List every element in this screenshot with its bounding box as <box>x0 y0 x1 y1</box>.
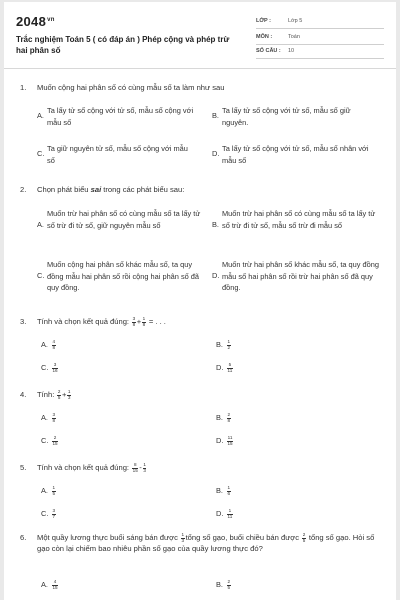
header-divider <box>4 68 396 69</box>
denominator: 5 <box>227 584 231 590</box>
denominator: 3 <box>143 467 146 473</box>
question-number: 3. <box>20 317 27 326</box>
numerator: 4 <box>53 578 57 584</box>
option-letter: A. <box>37 220 44 229</box>
option-text: Muốn trừ hai phân số có cùng mẫu số ta lấy tử số trừ đi tử số, giữ nguyên mẫu số <box>47 209 201 230</box>
option-letter: A. <box>41 486 48 495</box>
numerator: 3 <box>53 361 57 367</box>
denominator: 8 <box>142 321 146 327</box>
option-text: Muốn trừ hai phân số có cùng mẫu số ta lấy tử số trừ đi tử số, mẫu số trừ đi mẫu số <box>222 209 376 230</box>
numerator: 2 <box>53 434 57 440</box>
numerator: 3 <box>52 507 56 513</box>
meta-label: LỚP : <box>256 18 271 24</box>
numerator: 1 <box>227 484 231 490</box>
numerator: 1 <box>67 388 71 394</box>
denominator: 16 <box>52 367 58 373</box>
option-letter: D. <box>216 436 224 445</box>
denominator: 5 <box>302 537 306 543</box>
fraction <box>132 317 136 328</box>
question-text-part: Một quầy lương thực buổi sáng bán được <box>37 533 180 542</box>
option-letter: C. <box>41 436 49 445</box>
fraction <box>227 580 231 591</box>
meta-label: MÔN : <box>256 34 273 40</box>
question-number: 6. <box>20 533 27 542</box>
option-letter: B. <box>216 340 223 349</box>
question-text <box>37 316 387 327</box>
meta-value: Lớp 5 <box>288 18 303 24</box>
option-letter: A. <box>41 413 48 422</box>
numerator: 2 <box>227 411 231 417</box>
fraction <box>52 486 56 497</box>
numerator: 1 <box>143 461 146 467</box>
option-letter: B. <box>216 580 223 589</box>
denominator: 15 <box>132 467 138 473</box>
numerator: 2 <box>57 388 61 394</box>
denominator: 8 <box>52 344 56 350</box>
option-letter: A. <box>41 340 48 349</box>
question-text <box>37 462 387 473</box>
fraction <box>227 340 231 351</box>
question-text <box>37 184 387 195</box>
meta-value: Toán <box>288 34 300 40</box>
worksheet-page <box>4 2 396 600</box>
denominator: 3 <box>181 537 185 543</box>
option-text: Ta lấy tử số cộng với tử số, mẫu số giữ nguyên. <box>222 106 351 127</box>
numerator: 4 <box>52 338 56 344</box>
option-text: Ta lấy tử số cộng với tử số, mẫu số nhân với mẫu số <box>222 144 369 165</box>
fraction <box>52 413 56 424</box>
option-letter: B. <box>216 413 223 422</box>
numerator: 1 <box>142 315 146 321</box>
brand-suffix: vn <box>47 16 55 23</box>
denominator: 8 <box>52 417 56 423</box>
option-text: Muốn cộng hai phân số khác mẫu số, ta quy đồng mẫu hai phân số rồi cộng hai phân số đã quy đồng. <box>47 260 200 292</box>
option-letter: C. <box>41 363 49 372</box>
fraction <box>52 580 58 591</box>
emphasized-word: sai <box>90 185 102 194</box>
meta-label: SỐ CÂU : <box>256 48 281 54</box>
question-number: 2. <box>20 185 27 194</box>
fraction <box>52 340 56 351</box>
numerator: 3 <box>132 315 136 321</box>
denominator: 15 <box>52 584 58 590</box>
denominator: 8 <box>132 321 136 327</box>
question-text <box>37 389 387 400</box>
denominator: 11 <box>227 513 233 519</box>
option-letter: C. <box>37 149 45 158</box>
numerator: 3 <box>52 411 56 417</box>
denominator: 15 <box>227 440 233 446</box>
plus-sign: + <box>136 317 142 326</box>
numerator: 1 <box>227 338 231 344</box>
option-letter: A. <box>37 111 44 120</box>
meta-value: 10 <box>288 48 295 54</box>
denominator: 15 <box>52 440 58 446</box>
denominator: 3 <box>67 394 71 400</box>
fraction <box>142 317 146 328</box>
option-letter: A. <box>41 580 48 589</box>
brand-name: 2048 <box>16 14 47 29</box>
option-letter: B. <box>216 486 223 495</box>
question-text-part: trong các phát biểu sau: <box>101 185 185 194</box>
option-letter: D. <box>212 271 220 280</box>
question-text-part: Tính và chọn kết quả đúng: <box>37 463 132 472</box>
denominator: 11 <box>227 367 233 373</box>
question-text-part: tổng số gạo. Hỏi số gạo còn lại chiếm bao nhiêu phần số gạo của quầy lương thực đó? <box>37 533 375 554</box>
question-text-part: Tính: <box>37 390 57 399</box>
fraction <box>57 390 61 401</box>
fraction <box>227 436 233 447</box>
question-text-part: Tính và chọn kết quả đúng: <box>37 317 132 326</box>
question-number: 4. <box>20 390 27 399</box>
option-letter: D. <box>216 509 224 518</box>
fraction <box>302 533 306 544</box>
minus-sign: - <box>139 463 142 472</box>
numerator: 1 <box>52 484 56 490</box>
numerator: 1 <box>228 507 232 513</box>
fraction <box>52 363 58 374</box>
numerator: 2 <box>302 531 306 537</box>
meta-grade <box>256 16 384 29</box>
question-text-part: Chọn phát biểu <box>37 185 91 194</box>
question-text <box>37 532 387 554</box>
question-text-part: = . . . <box>146 317 166 326</box>
meta-question-count <box>256 46 384 59</box>
question-text: Muốn cộng hai phân số có cùng mẫu số ta làm như sau <box>37 83 225 92</box>
fraction <box>227 363 233 374</box>
brand-logo <box>16 14 55 29</box>
question-text-part: tổng số gạo, buổi chiều bán được <box>185 533 302 542</box>
numerator: 2 <box>227 578 231 584</box>
fraction <box>143 463 147 474</box>
worksheet-title: Trắc nghiệm Toán 5 ( có đáp án ) Phép cộng và phép trừ hai phân số <box>16 35 230 55</box>
fraction <box>227 486 231 497</box>
worksheet-header <box>4 2 396 68</box>
fraction <box>181 533 185 544</box>
fraction <box>227 509 233 520</box>
numerator: 8 <box>133 461 137 467</box>
option-letter: D. <box>212 149 220 158</box>
numerator: 1 <box>181 531 185 537</box>
denominator: 5 <box>57 394 61 400</box>
option-text: Ta lấy tử số cộng với tử số, mẫu số cộng với mẫu số <box>47 106 194 127</box>
plus-sign: + <box>61 390 67 399</box>
denominator: 5 <box>52 490 56 496</box>
option-text: Muốn trừ hai phân số khác mẫu số, ta quy đồng mẫu số hai phân số rồi trừ hai phân số đã quy đồng. <box>222 260 379 292</box>
numerator: 5 <box>228 361 232 367</box>
fraction <box>227 413 231 424</box>
question-number: 5. <box>20 463 27 472</box>
fraction <box>52 509 56 520</box>
option-letter: D. <box>216 363 224 372</box>
fraction <box>67 390 71 401</box>
numerator: 11 <box>227 434 233 440</box>
denominator: 2 <box>227 344 231 350</box>
option-text: Ta giữ nguyên tử số, mẫu số cộng với mẫu số <box>47 144 188 165</box>
question-number: 1. <box>20 83 27 92</box>
denominator: 6 <box>227 490 231 496</box>
fraction <box>52 436 58 447</box>
option-letter: C. <box>37 271 45 280</box>
option-letter: B. <box>212 111 219 120</box>
denominator: 8 <box>227 417 231 423</box>
denominator: 7 <box>52 513 56 519</box>
fraction <box>132 463 138 474</box>
meta-subject <box>256 32 384 45</box>
option-letter: B. <box>212 220 219 229</box>
option-letter: C. <box>41 509 49 518</box>
